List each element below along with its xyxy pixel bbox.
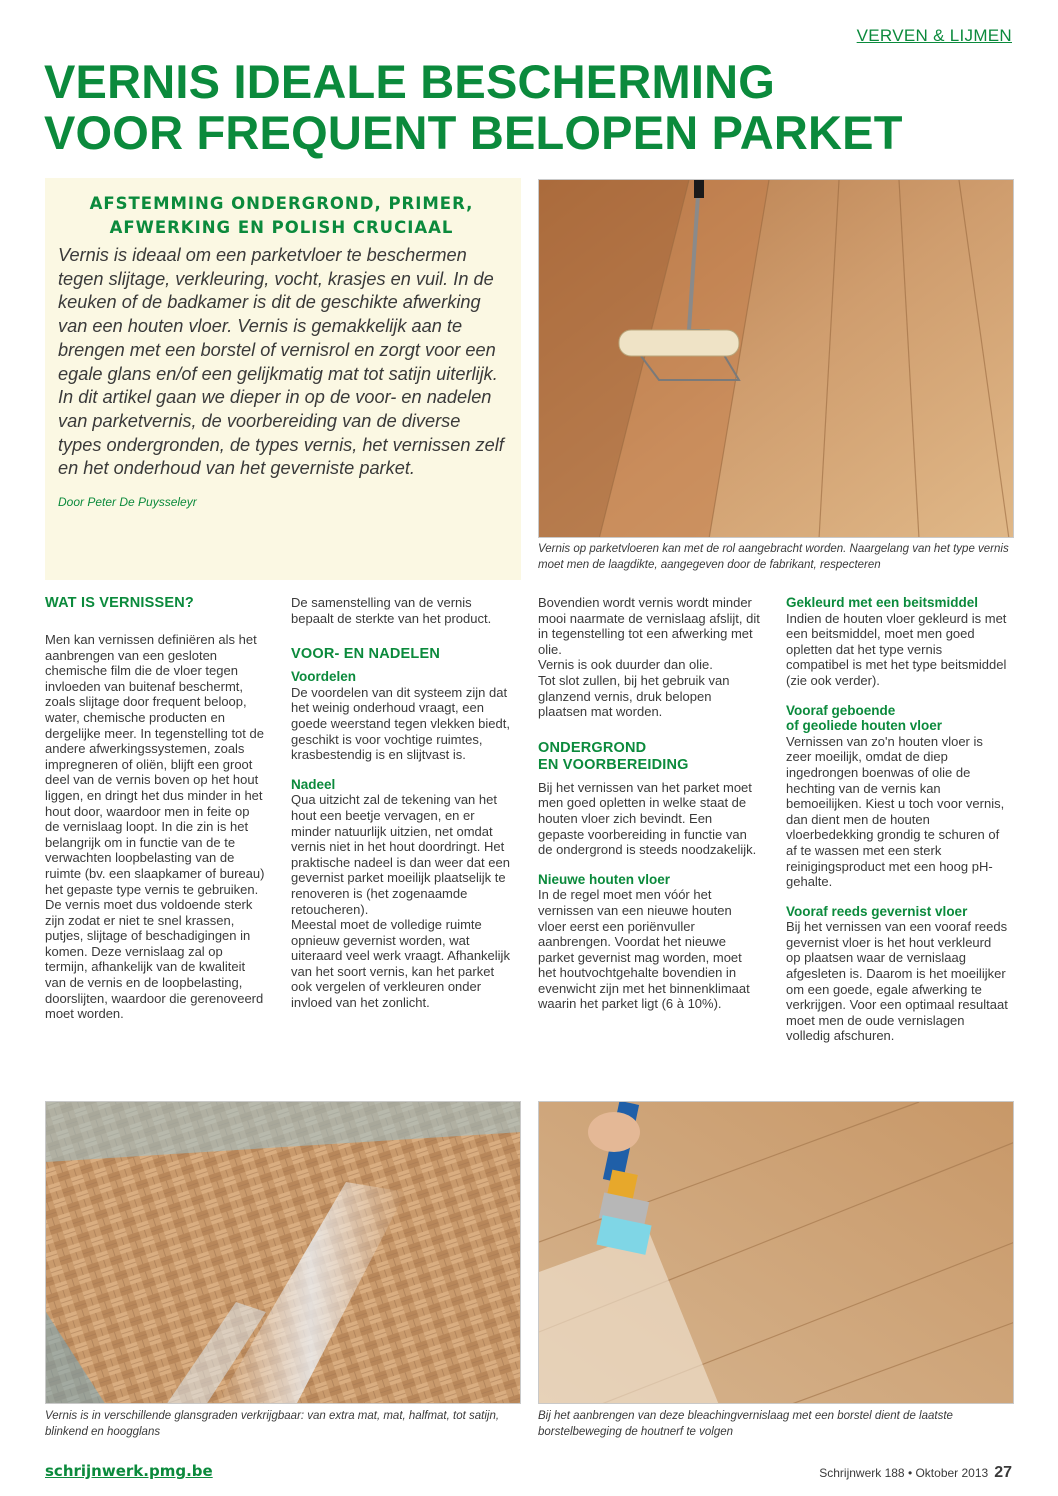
column-3 xyxy=(538,595,760,1012)
caption-glossy: Vernis is in verschillende glansgraden verkrijgbaar: van extra mat, mat, halfmat, tot satijn, blinkend en hoogglans xyxy=(45,1410,500,1438)
heading-ondergrond-line-2: EN VOORBEREIDING xyxy=(538,756,689,773)
subheading-geboende-line-2: of geoliede houten vloer xyxy=(786,718,943,734)
intro-box xyxy=(45,178,521,580)
caption-brush: Bij het aanbrengen van deze bleachingvernislaag met een borstel dient de laatste borstelbeweging de houtnerf te volgen xyxy=(538,1410,953,1438)
subheading-gevernist-vloer: Vooraf reeds gevernist vloer xyxy=(786,903,968,919)
subheading-gekleurd: Gekleurd met een beitsmiddel xyxy=(786,595,979,610)
heading-wat-is-vernissen: WAT IS VERNISSEN? xyxy=(45,595,194,611)
col2-paragraph-3: Meestal moet de volledige ruimte opnieuw gevernist worden, wat uiteraard veel werk vraagt. Afhankelijk van het soort vernis, kan het parket ook vergelen of verkleuren onder invloed van het zonlicht. xyxy=(291,917,510,1011)
subheading-nadeel: Nadeel xyxy=(291,776,336,792)
intro-subtitle xyxy=(58,192,505,240)
subheading-nieuwe-houten-vloer: Nieuwe houten vloer xyxy=(538,871,671,887)
col1-paragraph-1: Men kan vernissen definiëren als het aanbrengen van een gesloten chemische film die de vloer tegen invloeden van buitenaf beschermt, zoals slijtage door frequent beloop, water, chemische producten en dergelijke meer. In tegenstelling tot de andere afwerkingssystemen, zoals impregneren of oliën, blijft een groot deel van de vernis boven op het hout liggen, en dringt het dus minder in het hout door, waardoor men in feite op de vernislaag loopt. In die zin is het belangrijk om in functie van de te verwachten loopbelasting van de ruimte (bv. een slaapkamer of bureau) het gepaste type vernis te gebruiken. xyxy=(45,632,265,897)
column-4 xyxy=(786,595,1008,1044)
glossy-parquet-illustration xyxy=(46,1102,521,1404)
col2-paragraph-1: De voordelen van dit systeem zijn dat het weinig onderhoud vraagt, een goede weerstand tegen vlekken biedt, geschikt is voor vochtige ruimtes, krasbestendig is en slijtvast is. xyxy=(291,684,510,763)
footer-site-link[interactable]: schrijnwerk.pmg.be xyxy=(45,1462,213,1480)
subheading-geboende-line-1: Vooraf geboende xyxy=(786,702,896,718)
col3-paragraph-3: Bij het vernissen van het parket moet men goed opletten in welke staat de houten vloer zich bevindt. Een gepaste voorbereiding in functie van de ondergrond is steeds noodzakelijk. xyxy=(538,779,757,858)
heading-voor-en-nadelen: VOOR- EN NADELEN xyxy=(291,646,441,663)
col4-paragraph-3: Bij het vernissen van een vooraf reeds gevernist vloer is het hout verkleurd op plaatsen waar de vernislaag afgesleten is. Daarom is het moeilijker om een goede, egale afwerking te verkrijgen. Voor een optimaal resultaat moet men de oude vernislagen volledig afschuren. xyxy=(786,919,1008,1044)
col3-paragraph-2: Tot slot zullen, bij het gebruik van glanzend vernis, druk belopen plaatsen mat worden. xyxy=(538,672,730,720)
intro-text: Vernis is ideaal om een parketvloer te beschermen tegen slijtage, verkleuring, vocht, krasjes en vuil. In de keuken of de badkamer is dit de geschikte afwerking van een houten vloer. Vernis is gemakkelijk aan te brengen met een borstel of vernisrol en zorgt voor een egale glans en/of een gelijkmatig mat tot satijn uiterlijk. In dit artikel gaan we dieper in op de voor- en nadelen van parketvernis, de voorbereiding van de diverse types ondergronden, de types vernis, het vernissen zelf en het onderhoud van het geverniste parket. xyxy=(58,245,504,479)
subheading-voordelen: Voordelen xyxy=(291,669,357,685)
column-1 xyxy=(45,595,267,1022)
heading-ondergrond xyxy=(538,740,760,774)
headline xyxy=(44,56,1024,158)
col3-paragraph-0: Bovendien wordt vernis wordt minder mooi naarmate de vernislaag afslijt, dit in tegenstelling tot een afwerking met olie. xyxy=(538,595,760,657)
photo-brush xyxy=(538,1101,1014,1404)
byline: Door Peter De Puysseleyr xyxy=(58,495,197,510)
col4-paragraph-1: Indien de houten vloer gekleurd is met een beitsmiddel, moet men goed opletten dat het type vernis compatibel is met het type beitsmiddel (zie ook verder). xyxy=(786,610,1007,688)
brush-floor-illustration xyxy=(539,1102,1014,1404)
caption-roller: Vernis op parketvloeren kan met de rol aangebracht worden. Naargelang van het type vernis moet men de laagdikte, aangegeven door de fabrikant, respecteren xyxy=(538,543,1009,571)
col2-paragraph-0: De samenstelling van de vernis bepaalt de sterkte van het product. xyxy=(291,595,492,626)
col2-paragraph-2: Qua uitzicht zal de tekening van het hout een beetje vervagen, en er minder natuurlijk uitzien, net omdat vernis niet in het hout doordringt. Het praktische nadeel is dan weer dat een gevernist parket moeilijk plaatselijk te renoveren is (het zogenaamde retoucheren). xyxy=(291,792,510,917)
headline-line-2: VOOR FREQUENT BELOPEN PARKET xyxy=(44,106,903,159)
col4-paragraph-2: Vernissen van zo'n houten vloer is zeer moeilijk, omdat de diep ingedrongen boenwas of olie de hechting van de vernis kan bemoeilijken. Kiest u toch voor vernis, dan dient men de houten vloerbedekking grondig te schuren of af te wassen met een sterk reinigingsproduct met een hoog pH-gehalte. xyxy=(786,733,1005,890)
intro-subtitle-line-2: AFWERKING EN POLISH CRUCIAAL xyxy=(109,218,454,237)
photo-roller xyxy=(538,179,1014,538)
roller-floor-illustration xyxy=(539,180,1014,538)
section-label: VERVEN & LIJMEN xyxy=(856,26,1012,45)
photo-glossy-parquet xyxy=(45,1101,521,1404)
intro-subtitle-line-1: AFSTEMMING ONDERGROND, PRIMER, xyxy=(89,194,474,213)
subheading-geboende-vloer xyxy=(786,703,1008,734)
col3-paragraph-1: Vernis is ook duurder dan olie. xyxy=(538,657,713,673)
footer-issue-text: Schrijnwerk 188 • Oktober 2013 xyxy=(819,1466,989,1480)
page-number: 27 xyxy=(994,1464,1012,1481)
col1-paragraph-2: De vernis moet dus voldoende sterk zijn zodat er niet te snel krassen, putjes, slijtage of beschadigingen in komen. Deze vernislaag zal op termijn, afhankelijk van de kwaliteit van de vernis en de loopbelasting, doorslijten, waardoor die gerenoveerd moet worden. xyxy=(45,897,264,1022)
column-2 xyxy=(291,595,513,1011)
heading-ondergrond-line-1: ONDERGROND xyxy=(538,739,647,756)
headline-line-1: VERNIS IDEALE BESCHERMING xyxy=(44,55,775,108)
col3-paragraph-4: In de regel moet men vóór het vernissen van een nieuwe houten vloer eerst een poriënvuller aanbrengen. Voordat het nieuwe parket gevernist mag worden, moet het houtvochtgehalte bovendien in evenwicht zijn met het binnenklimaat waarin het parket ligt (6 à 10%). xyxy=(538,887,750,1012)
footer-issue xyxy=(819,1464,1012,1482)
